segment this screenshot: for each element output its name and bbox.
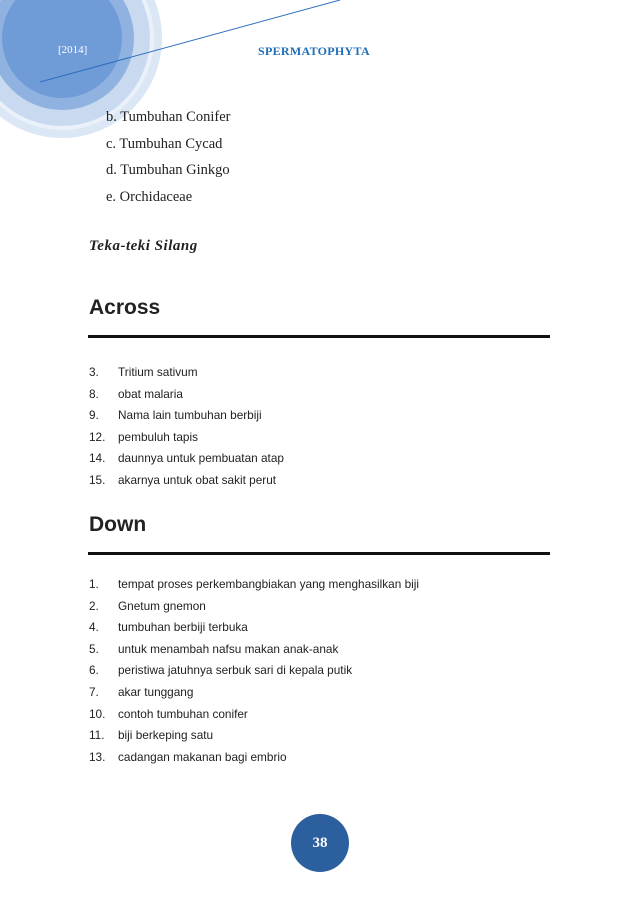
clue-text: obat malaria bbox=[118, 386, 183, 401]
down-clue-list bbox=[89, 574, 419, 768]
clue-text: biji berkeping satu bbox=[118, 728, 214, 743]
clue-text: akarnya untuk obat sakit perut bbox=[118, 472, 277, 487]
down-heading: Down bbox=[89, 513, 147, 536]
across-rule bbox=[88, 335, 550, 338]
clue-row bbox=[89, 704, 419, 726]
answer-option: d. Tumbuhan Ginkgo bbox=[106, 162, 230, 178]
clue-text: Tritium sativum bbox=[118, 365, 198, 379]
clue-row bbox=[89, 682, 419, 704]
clue-number: 3. bbox=[89, 365, 99, 379]
answer-option: e. Orchidaceae bbox=[106, 188, 193, 205]
clue-row bbox=[89, 427, 284, 449]
clue-row bbox=[89, 405, 284, 427]
clue-row bbox=[89, 448, 284, 470]
header-year: [2014] bbox=[58, 44, 88, 56]
answer-options-list bbox=[106, 104, 230, 210]
clue-number: 6. bbox=[89, 663, 99, 678]
clue-row bbox=[89, 384, 284, 406]
clue-number: 8. bbox=[89, 386, 99, 401]
clue-row bbox=[89, 660, 419, 682]
clue-number: 7. bbox=[89, 684, 99, 699]
header-title: SPERMATOPHYTA bbox=[258, 44, 370, 58]
clue-number: 5. bbox=[89, 641, 99, 656]
answer-option: b. Tumbuhan Conifer bbox=[106, 109, 231, 125]
clue-number: 4. bbox=[89, 620, 99, 635]
clue-row bbox=[89, 362, 284, 384]
crossword-subtitle: Teka-teki Silang bbox=[89, 238, 198, 254]
clue-row bbox=[89, 725, 419, 747]
clue-number: 11. bbox=[89, 728, 105, 743]
clue-text: tempat proses perkembangbiakan yang menghasilkan biji bbox=[118, 577, 419, 591]
clue-text: tumbuhan berbiji terbuka bbox=[118, 620, 248, 635]
clue-text: contoh tumbuhan conifer bbox=[118, 706, 248, 721]
clue-number: 12. bbox=[89, 429, 106, 444]
clue-number: 1. bbox=[89, 577, 99, 591]
clue-row bbox=[89, 639, 419, 661]
clue-text: untuk menambah nafsu makan anak-anak bbox=[118, 641, 339, 656]
clue-text: daunnya untuk pembuatan atap bbox=[118, 451, 284, 466]
clue-number: 15. bbox=[89, 472, 106, 487]
clue-text: akar tunggang bbox=[118, 684, 194, 699]
clue-number: 9. bbox=[89, 408, 99, 423]
clue-number: 2. bbox=[89, 598, 99, 613]
clue-text: cadangan makanan bagi embrio bbox=[118, 749, 287, 764]
clue-text: pembuluh tapis bbox=[118, 429, 199, 444]
clue-text: peristiwa jatuhnya serbuk sari di kepala putik bbox=[118, 663, 353, 678]
clue-number: 14. bbox=[89, 451, 106, 466]
clue-row bbox=[89, 574, 419, 596]
clue-row bbox=[89, 596, 419, 618]
across-heading: Across bbox=[89, 296, 161, 319]
clue-row bbox=[89, 617, 419, 639]
clue-row bbox=[89, 747, 419, 769]
clue-row bbox=[89, 470, 284, 492]
across-clue-list bbox=[89, 362, 284, 492]
page-number: 38 bbox=[312, 834, 328, 851]
clue-number: 10. bbox=[89, 706, 106, 721]
clue-text: Gnetum gnemon bbox=[118, 598, 206, 613]
clue-text: Nama lain tumbuhan berbiji bbox=[118, 408, 262, 423]
down-rule bbox=[88, 552, 550, 555]
page-number-badge bbox=[291, 814, 349, 872]
clue-number: 13. bbox=[89, 749, 106, 764]
answer-option: c. Tumbuhan Cycad bbox=[106, 135, 223, 152]
